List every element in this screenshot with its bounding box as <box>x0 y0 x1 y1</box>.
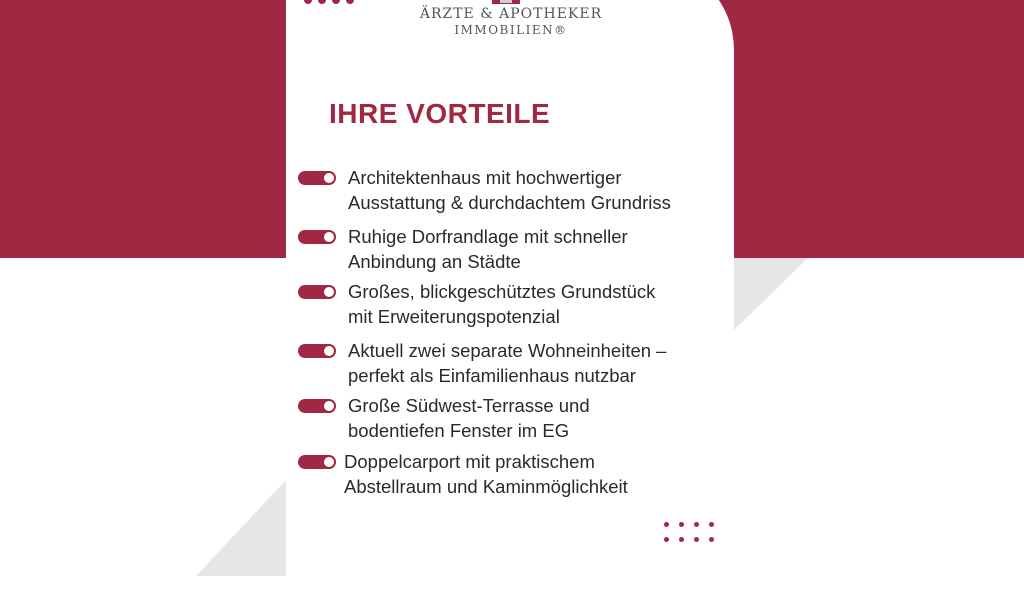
benefit-item <box>298 224 628 274</box>
benefit-item <box>298 165 671 215</box>
toggle-icon <box>298 285 336 299</box>
benefit-text: Ruhige Dorfrandlage mit schneller Anbindung an Städte <box>348 226 628 272</box>
toggle-icon <box>298 344 336 358</box>
toggle-icon <box>298 455 336 469</box>
benefit-item <box>298 449 628 499</box>
toggle-icon <box>298 399 336 413</box>
benefit-item <box>298 393 590 443</box>
benefit-text: Aktuell zwei separate Wohneinheiten – perfekt als Einfamilienhaus nutzbar <box>348 340 667 386</box>
benefit-text: Architektenhaus mit hochwertiger Ausstattung & durchdachtem Grundriss <box>348 167 671 213</box>
decorative-shape-right <box>734 258 814 338</box>
toggle-icon <box>298 171 336 185</box>
toggle-icon <box>298 230 336 244</box>
section-title: IHRE VORTEILE <box>329 98 551 129</box>
corner-dots <box>304 0 354 4</box>
benefit-text: Großes, blickgeschütztes Grundstück mit Erweiterungspotenzial <box>348 281 656 327</box>
decorative-shape-left <box>196 480 296 576</box>
logo-icon <box>492 0 520 4</box>
benefit-item <box>298 279 655 329</box>
benefit-text: Doppelcarport mit praktischem Abstellraum und Kaminmöglichkeit <box>344 451 628 497</box>
logo-text-line2: IMMOBILIEN® <box>454 23 568 37</box>
decorative-dots <box>664 522 714 542</box>
benefit-item <box>298 338 666 388</box>
logo-text-line1: ÄRZTE & APOTHEKER <box>419 6 603 22</box>
benefit-text: Große Südwest-Terrasse und bodentiefen Fenster im EG <box>348 395 590 441</box>
